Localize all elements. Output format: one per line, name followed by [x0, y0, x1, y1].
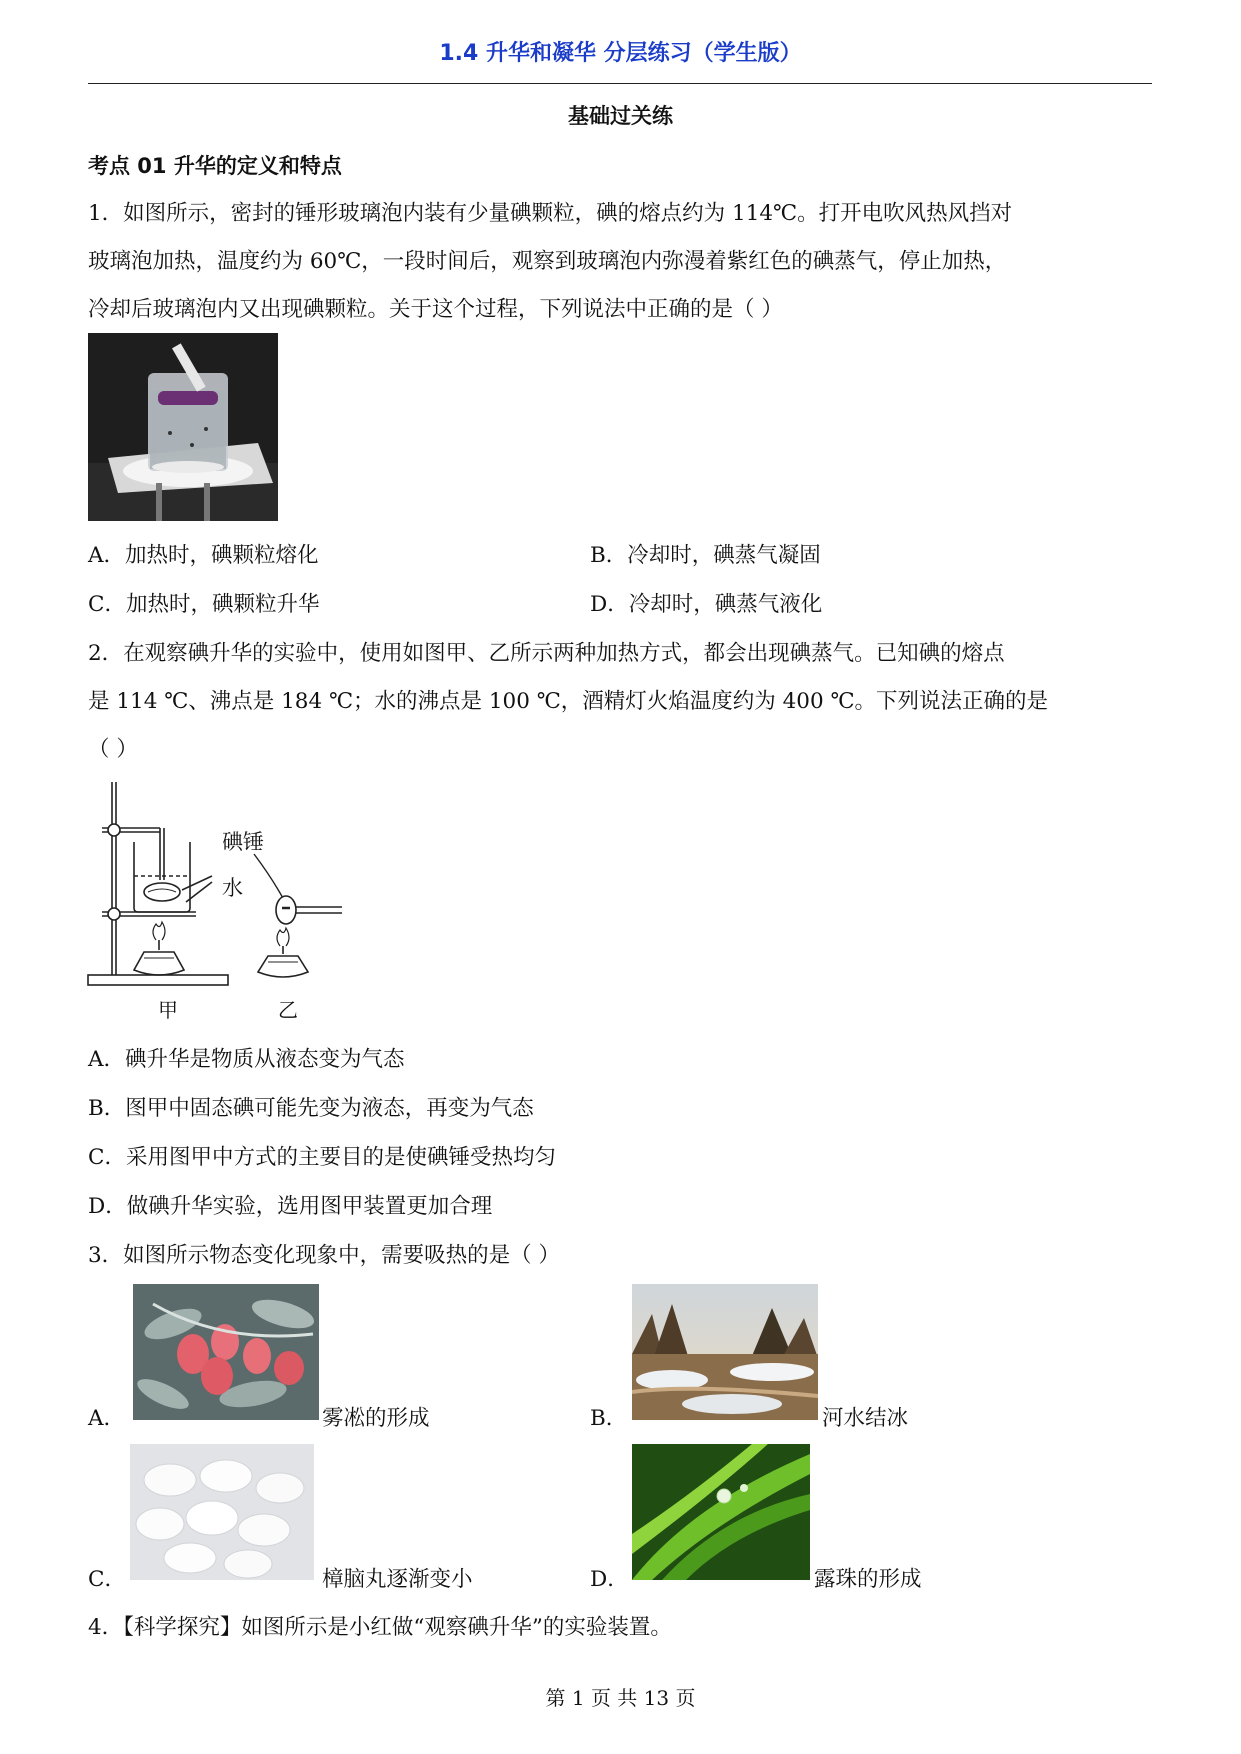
q1-stem-line-2: 玻璃泡加热，温度约为 60℃，一段时间后，观察到玻璃泡内弥漫着紫红色的碘蒸气，停止加热， [88, 249, 1007, 274]
q3-option-d-caption: 露珠的形成 [814, 1567, 922, 1592]
q2-label-yi: 乙 [278, 998, 298, 1022]
q2-label-iodine-hammer: 碘锤 [222, 830, 264, 854]
document-title: 1.4 升华和凝华 分层练习（学生版） [439, 41, 802, 66]
q1-option-b: B．冷却时，碘蒸气凝固 [590, 543, 821, 568]
header-divider [88, 83, 1152, 84]
q3-option-d-letter: D． [590, 1567, 629, 1592]
q1-option-c: C．加热时，碘颗粒升华 [88, 592, 320, 617]
q3-option-c-caption: 樟脑丸逐渐变小 [322, 1567, 473, 1592]
q3-mothball-photo [130, 1444, 314, 1580]
q3-river-ice-photo [632, 1284, 818, 1420]
q2-label-water: 水 [222, 876, 243, 900]
q2-apparatus-diagram [86, 780, 356, 1020]
q1-iodine-beaker-photo [88, 333, 278, 521]
q3-option-b-letter: B． [590, 1406, 628, 1431]
page-footer: 第 1 页 共 13 页 [545, 1686, 696, 1710]
q1-stem-line-1: 1．如图所示，密封的锤形玻璃泡内装有少量碘颗粒，碘的熔点约为 114℃。打开电吹风热风挡对 [88, 201, 1013, 226]
q3-dew-photo [632, 1444, 810, 1580]
q2-option-b: B．图甲中固态碘可能先变为液态，再变为气态 [88, 1096, 534, 1121]
q2-stem-line-3: （ ） [88, 737, 138, 762]
q3-option-b-caption: 河水结冰 [822, 1406, 909, 1431]
topic-heading: 考点 01 升华的定义和特点 [88, 154, 342, 178]
q1-option-d: D．冷却时，碘蒸气液化 [590, 592, 823, 617]
q4-stem: 4．【科学探究】如图所示是小红做“观察碘升华”的实验装置。 [88, 1615, 672, 1640]
q3-option-c-letter: C． [88, 1567, 126, 1592]
q3-option-a-letter: A． [88, 1406, 126, 1431]
q2-option-d: D．做碘升华实验，选用图甲装置更加合理 [88, 1194, 493, 1219]
q3-stem: 3．如图所示物态变化现象中，需要吸热的是（ ） [88, 1243, 561, 1268]
q2-stem-line-2: 是 114 ℃、沸点是 184 ℃；水的沸点是 100 ℃，酒精灯火焰温度约为 400 ℃。下列说法正确的是 [88, 689, 1049, 714]
q1-option-a: A．加热时，碘颗粒熔化 [88, 543, 319, 568]
q3-option-a-caption: 雾凇的形成 [322, 1406, 430, 1431]
q3-rime-photo [133, 1284, 319, 1420]
q2-option-c: C．采用图甲中方式的主要目的是使碘锤受热均匀 [88, 1145, 556, 1170]
q2-option-a: A．碘升华是物质从液态变为气态 [88, 1047, 405, 1072]
q2-label-jia: 甲 [158, 998, 178, 1022]
q2-stem-line-1: 2．在观察碘升华的实验中，使用如图甲、乙所示两种加热方式，都会出现碘蒸气。已知碘的熔点 [88, 641, 1005, 666]
q1-stem-line-3: 冷却后玻璃泡内又出现碘颗粒。关于这个过程，下列说法中正确的是（ ） [88, 297, 783, 322]
section-title: 基础过关练 [568, 104, 673, 128]
